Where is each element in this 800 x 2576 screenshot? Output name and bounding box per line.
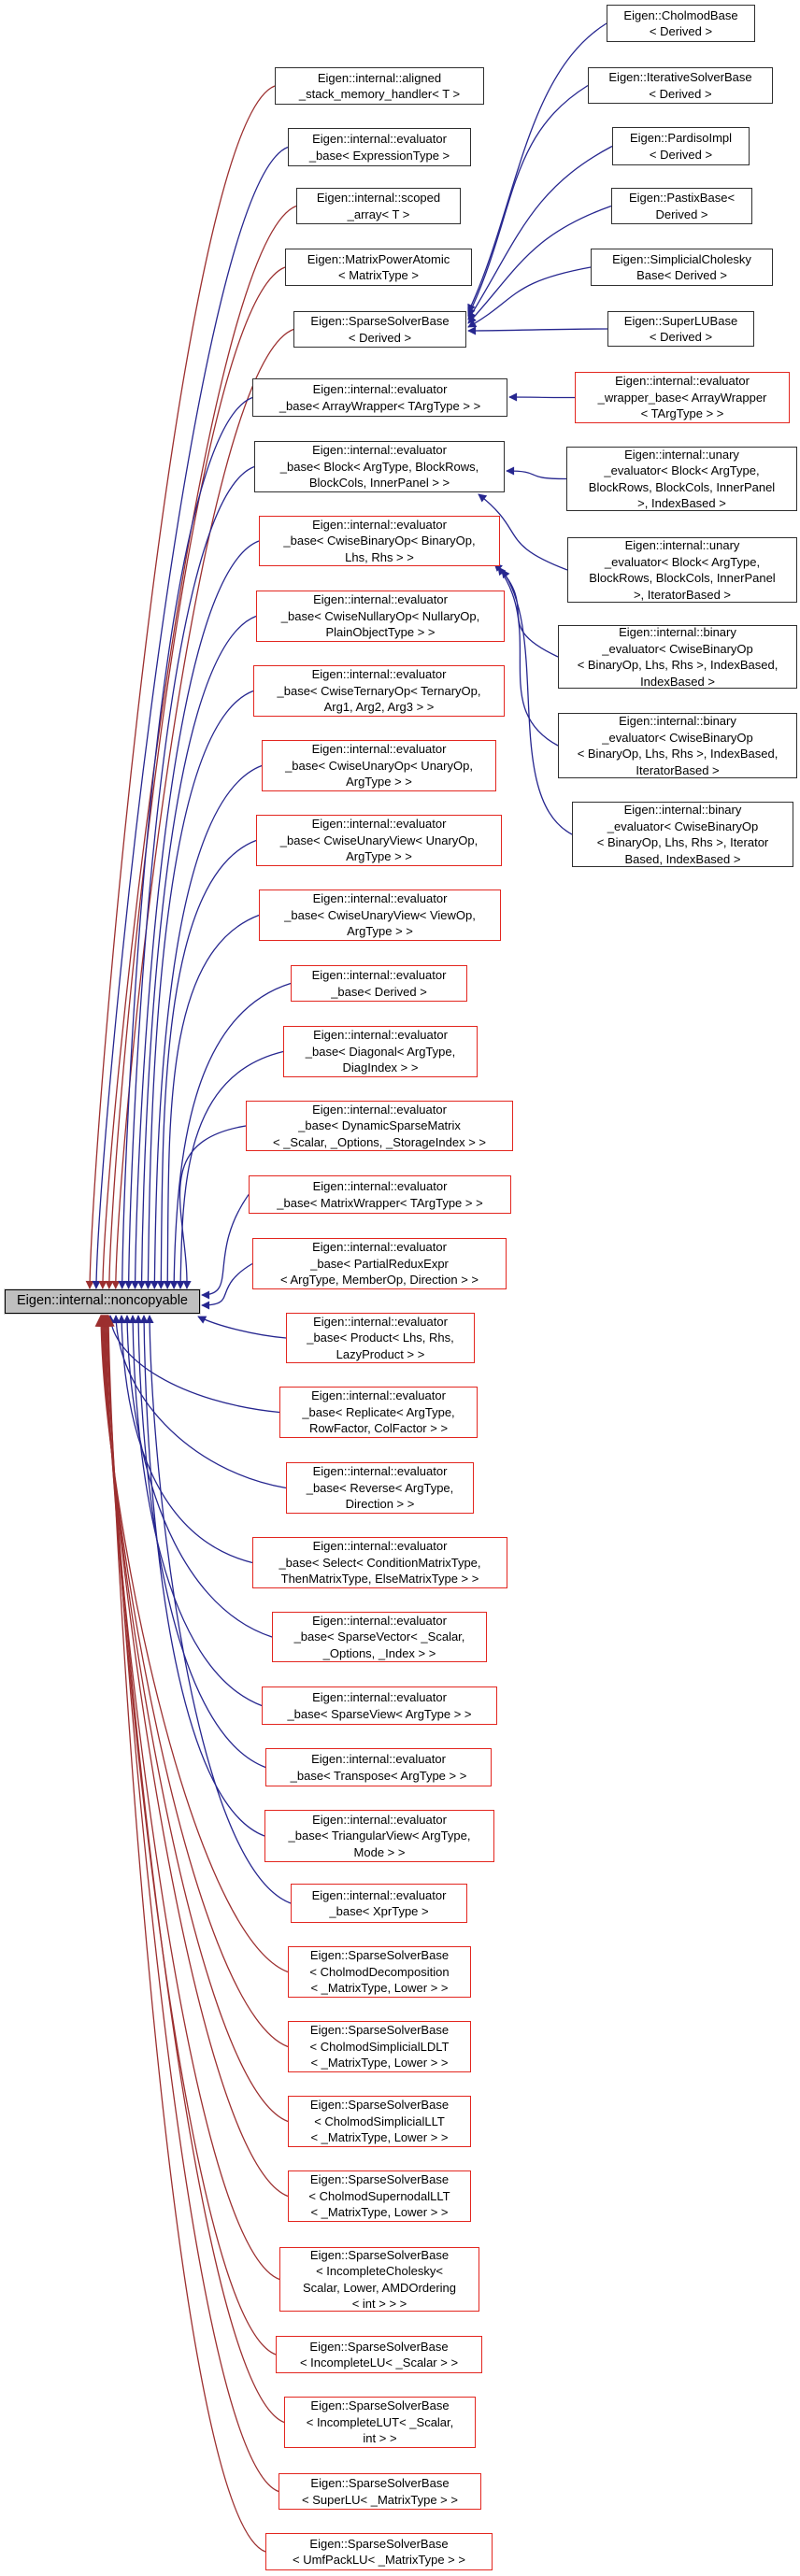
class-label-line: < IncompleteLU< _Scalar > > bbox=[299, 2355, 459, 2370]
class-label-line: Eigen::internal::evaluator bbox=[312, 1539, 448, 1554]
class-label-line: Eigen::internal::evaluator bbox=[312, 1102, 447, 1117]
class-label-line: IndexBased > bbox=[640, 674, 715, 689]
class-node-aw[interactable] bbox=[252, 378, 507, 417]
class-label-line: Eigen::internal::evaluator bbox=[313, 1028, 448, 1043]
class-label-line: < _MatrixType, Lower > > bbox=[310, 2130, 449, 2145]
class-label-line: < SuperLU< _MatrixType > > bbox=[302, 2492, 458, 2507]
class-label-line: BlockRows, BlockCols, InnerPanel bbox=[588, 479, 776, 494]
class-label-line: _evaluator< Block< ArgType, bbox=[604, 463, 760, 477]
class-node-xpr[interactable] bbox=[291, 1884, 467, 1923]
class-label-line: _base< CwiseUnaryView< ViewOp, bbox=[284, 907, 476, 922]
class-node-cholmod[interactable] bbox=[607, 5, 755, 42]
class-node-iter[interactable] bbox=[588, 67, 773, 104]
inheritance-edge bbox=[122, 398, 252, 1289]
class-node-sparsevec[interactable] bbox=[272, 1612, 487, 1662]
class-label-line: _base< Diagonal< ArgType, bbox=[305, 1044, 456, 1059]
class-label-line: < Derived > bbox=[649, 86, 712, 101]
inheritance-edge bbox=[107, 1316, 279, 2492]
class-node-ssb-ic[interactable] bbox=[279, 2247, 479, 2312]
class-label-line: < BinaryOp, Lhs, Rhs >, IndexBased, bbox=[577, 658, 779, 672]
class-label-line: < _MatrixType, Lower > > bbox=[310, 1981, 449, 1996]
class-label-line: < BinaryOp, Lhs, Rhs >, Iterator bbox=[596, 835, 769, 849]
class-node-ssb-snllt[interactable] bbox=[288, 2170, 471, 2222]
class-node-bin-iti[interactable] bbox=[572, 802, 793, 867]
class-node-cbo[interactable] bbox=[259, 516, 500, 566]
class-label-line: _evaluator< CwiseBinaryOp bbox=[602, 730, 753, 745]
class-label-line: _base< CwiseNullaryOp< NullaryOp, bbox=[280, 608, 480, 623]
inheritance-edge bbox=[202, 1195, 249, 1296]
class-label-line: Eigen::internal::evaluator bbox=[312, 1690, 447, 1704]
class-label-line: _stack_memory_handler< T > bbox=[298, 87, 461, 101]
class-label-line: Eigen::internal::binary bbox=[619, 625, 736, 639]
inheritance-edge bbox=[468, 86, 588, 317]
class-label-line: _base< CwiseBinaryOp< BinaryOp, bbox=[283, 534, 476, 548]
class-label-line: _base< PartialReduxExpr bbox=[310, 1256, 449, 1271]
inheritance-edge bbox=[121, 1316, 252, 1563]
class-node-sparseview[interactable] bbox=[262, 1686, 497, 1725]
class-label-line: Eigen::SparseSolverBase bbox=[309, 1948, 450, 1963]
class-label-line: _Options, _Index > > bbox=[322, 1645, 436, 1660]
class-label-line: _base< CwiseTernaryOp< TernaryOp, bbox=[277, 683, 481, 698]
class-label-line: Eigen::SparseSolverBase bbox=[310, 314, 450, 328]
class-node-cno[interactable] bbox=[256, 591, 505, 642]
class-label-line: Mode > > bbox=[353, 1844, 406, 1859]
class-label-line: _base< ExpressionType > bbox=[308, 148, 450, 163]
class-node-ssb-slu[interactable] bbox=[279, 2473, 481, 2510]
class-label-line: _base< Replicate< ArgType, bbox=[302, 1404, 455, 1419]
inheritance-edge bbox=[106, 1316, 276, 2355]
class-node-unary-idx[interactable] bbox=[566, 447, 797, 511]
class-label-line: < IncompleteLUT< _Scalar, bbox=[306, 2414, 454, 2429]
class-label-line: Eigen::SparseSolverBase bbox=[309, 2172, 450, 2187]
inheritance-edge bbox=[468, 267, 591, 327]
class-label-line: < Derived > bbox=[649, 24, 713, 38]
class-node-ssb-llt[interactable] bbox=[288, 2096, 471, 2147]
class-label-line: BlockCols, InnerPanel > > bbox=[308, 476, 450, 491]
class-label-line: Lhs, Rhs > > bbox=[345, 549, 414, 564]
class-label-line: _base< SparseView< ArgType > > bbox=[287, 1706, 472, 1721]
class-label-line: _base< Derived > bbox=[331, 984, 427, 999]
inheritance-edge bbox=[105, 1316, 279, 2280]
class-label-line: Eigen::internal::evaluator bbox=[312, 443, 447, 458]
inheritance-edge bbox=[502, 570, 572, 834]
class-node-cuvv[interactable] bbox=[259, 890, 501, 941]
inheritance-edge bbox=[498, 567, 558, 746]
class-label-line: < ArgType, MemberOp, Direction > > bbox=[279, 1273, 479, 1288]
class-node-ssb-umf[interactable] bbox=[265, 2533, 493, 2570]
class-label-line: Eigen::internal::evaluator bbox=[312, 382, 448, 396]
class-label-line: ThenMatrixType, ElseMatrixType > > bbox=[280, 1572, 479, 1587]
class-label-line: _base< DynamicSparseMatrix bbox=[298, 1118, 461, 1133]
class-label-line: _base< MatrixWrapper< TArgType > > bbox=[277, 1195, 483, 1210]
inheritance-edge bbox=[468, 147, 612, 320]
inheritance-edge bbox=[127, 1316, 272, 1637]
class-label-line: Eigen::internal::evaluator bbox=[311, 1752, 446, 1766]
class-label-line: _base< CwiseUnaryView< UnaryOp, bbox=[279, 833, 479, 847]
class-label-line: Eigen::internal::evaluator bbox=[313, 592, 448, 607]
class-label-line: _base< Reverse< ArgType, bbox=[306, 1480, 454, 1495]
class-label-line: _base< Product< Lhs, Rhs, bbox=[307, 1331, 454, 1345]
class-node-simplicial[interactable] bbox=[591, 249, 773, 286]
class-label-line: Eigen::SparseSolverBase bbox=[310, 2398, 450, 2413]
class-label-line: < Derived > bbox=[649, 330, 713, 344]
class-node-aligned[interactable] bbox=[275, 67, 484, 105]
class-label-line: Eigen::internal::evaluator bbox=[311, 742, 447, 757]
class-label-line: Direction > > bbox=[345, 1497, 415, 1512]
class-label-line: int > > bbox=[363, 2431, 397, 2446]
class-label-line: < CholmodDecomposition bbox=[309, 1964, 450, 1979]
class-node-bin-iit[interactable] bbox=[558, 713, 797, 778]
inheritance-edge bbox=[161, 841, 256, 1289]
class-node-ssb-chd[interactable] bbox=[288, 1946, 471, 1998]
class-label-line: RowFactor, ColFactor > > bbox=[308, 1421, 449, 1436]
class-label-line: Eigen::IterativeSolverBase bbox=[608, 70, 752, 84]
class-label-line: IteratorBased > bbox=[636, 762, 720, 777]
class-label-line: Eigen::internal::evaluator bbox=[312, 891, 448, 906]
class-label-line: Eigen::internal::evaluator bbox=[615, 374, 750, 389]
class-label-line: ArgType > > bbox=[346, 775, 412, 790]
class-label-line: _evaluator< Block< ArgType, bbox=[604, 554, 761, 569]
class-label-line: Eigen::SparseSolverBase bbox=[309, 2098, 450, 2113]
class-label-line: < _MatrixType, Lower > > bbox=[310, 2205, 449, 2220]
inheritance-edge bbox=[507, 471, 566, 479]
class-label-line: Eigen::CholmodBase bbox=[623, 7, 738, 22]
class-node-ssb-ldlt[interactable] bbox=[288, 2021, 471, 2072]
class-label-line: Eigen::internal::binary bbox=[619, 714, 736, 728]
class-node-derived[interactable] bbox=[291, 965, 467, 1002]
class-label-line: ArgType > > bbox=[346, 849, 412, 864]
class-label-line: Eigen::internal::evaluator bbox=[312, 517, 447, 532]
class-node-expr[interactable] bbox=[288, 128, 471, 166]
class-node-mw[interactable] bbox=[249, 1175, 511, 1214]
class-label-line: _base< TriangularView< ArgType, bbox=[288, 1829, 471, 1843]
inheritance-edge bbox=[509, 397, 575, 398]
class-label-line: < MatrixType > bbox=[338, 268, 419, 282]
class-node-cuo[interactable] bbox=[262, 740, 496, 791]
class-node-superlu[interactable] bbox=[607, 311, 754, 347]
class-label-line: < int > > > bbox=[351, 2297, 407, 2311]
class-label-line: _base< CwiseUnaryOp< UnaryOp, bbox=[285, 758, 473, 773]
class-node-ssb-ilut[interactable] bbox=[284, 2397, 476, 2448]
class-node-cuvu[interactable] bbox=[256, 815, 502, 866]
inheritance-edge bbox=[141, 617, 256, 1289]
class-label-line: Eigen::internal::evaluator bbox=[312, 132, 447, 146]
class-node-pastix[interactable] bbox=[611, 188, 752, 224]
class-label-line: Eigen::PardisoImpl bbox=[629, 131, 733, 145]
class-label-line: _base< XprType > bbox=[329, 1904, 429, 1918]
class-node-dsm[interactable] bbox=[246, 1101, 513, 1151]
class-label-line: Eigen::internal::evaluator bbox=[311, 667, 447, 682]
class-node-pardiso[interactable] bbox=[612, 127, 750, 165]
class-label-line: PlainObjectType > > bbox=[325, 625, 436, 640]
class-label-line: _base< Block< ArgType, BlockRows, bbox=[279, 459, 479, 474]
class-label-line: Eigen::internal::evaluator bbox=[311, 1388, 446, 1403]
class-node-ssb[interactable] bbox=[293, 311, 466, 348]
class-label-line: Eigen::internal::noncopyable bbox=[17, 1293, 188, 1309]
class-node-scoped[interactable] bbox=[296, 188, 461, 224]
class-label-line: _base< ArrayWrapper< TArgType > > bbox=[279, 398, 481, 413]
class-node-reverse[interactable] bbox=[286, 1462, 474, 1514]
class-label-line: _evaluator< CwiseBinaryOp bbox=[602, 641, 753, 656]
class-label-line: Eigen::SparseSolverBase bbox=[309, 2023, 450, 2038]
class-node-unary-iter[interactable] bbox=[567, 537, 797, 603]
class-label-line: < UmfPackLU< _MatrixType > > bbox=[293, 2553, 465, 2567]
class-node-ssb-ilu[interactable] bbox=[276, 2336, 482, 2373]
class-node-replicate[interactable] bbox=[279, 1387, 478, 1438]
class-node-mpa[interactable] bbox=[285, 249, 472, 286]
inheritance-edge bbox=[136, 541, 259, 1288]
class-label-line: Eigen::internal::scoped bbox=[316, 191, 441, 205]
class-label-line: Eigen::SparseSolverBase bbox=[309, 2339, 449, 2354]
class-label-line: _wrapper_base< ArrayWrapper bbox=[597, 390, 767, 405]
class-label-line: _base< SparseVector< _Scalar, bbox=[293, 1630, 465, 1644]
class-label-line: Eigen::internal::evaluator bbox=[312, 1179, 448, 1193]
class-label-line: < _MatrixType, Lower > > bbox=[310, 2056, 449, 2071]
class-node-block[interactable] bbox=[254, 441, 505, 492]
class-node-bin-ii[interactable] bbox=[558, 625, 797, 689]
class-label-line: Eigen::internal::evaluator bbox=[312, 1613, 447, 1628]
inheritance-edge bbox=[144, 1316, 264, 1836]
inheritance-edge bbox=[468, 329, 607, 331]
class-node-tri[interactable] bbox=[264, 1810, 494, 1862]
class-node-wrapper[interactable] bbox=[575, 372, 790, 423]
inheritance-edge bbox=[198, 1316, 286, 1338]
class-label-line: BlockRows, BlockCols, InnerPanel bbox=[589, 571, 776, 585]
class-label-line: Eigen::internal::evaluator bbox=[311, 968, 447, 982]
class-label-line: Eigen::PastixBase< bbox=[628, 191, 736, 205]
class-label-line: Eigen::MatrixPowerAtomic bbox=[307, 251, 450, 266]
inheritance-edge bbox=[108, 1316, 265, 2552]
class-label-line: Eigen::internal::evaluator bbox=[312, 1240, 447, 1255]
class-label-line: >, IndexBased > bbox=[637, 496, 726, 510]
class-node-transpose[interactable] bbox=[265, 1748, 492, 1786]
class-label-line: Eigen::SuperLUBase bbox=[623, 313, 738, 328]
class-label-line: _array< T > bbox=[347, 206, 410, 221]
class-node-product[interactable] bbox=[286, 1313, 475, 1363]
class-node-pre[interactable] bbox=[252, 1238, 507, 1289]
class-label-line: Eigen::internal::aligned bbox=[317, 70, 442, 85]
class-label-line: Eigen::internal::binary bbox=[623, 803, 742, 817]
class-label-line: < _Scalar, _Options, _StorageIndex > > bbox=[272, 1134, 486, 1149]
class-label-line: _evaluator< CwiseBinaryOp bbox=[607, 818, 759, 833]
class-label-line: < IncompleteCholesky< bbox=[316, 2264, 443, 2278]
class-label-line: _base< Transpose< ArgType > > bbox=[290, 1768, 467, 1783]
class-label-line: LazyProduct > > bbox=[336, 1346, 425, 1361]
inheritance-edge bbox=[148, 691, 253, 1289]
class-label-line: Eigen::internal::evaluator bbox=[312, 1812, 447, 1827]
class-label-line: Derived > bbox=[655, 206, 708, 221]
inheritance-edge bbox=[103, 1316, 288, 2122]
class-label-line: Eigen::SparseSolverBase bbox=[309, 2247, 450, 2262]
class-label-line: Eigen::SparseSolverBase bbox=[309, 2536, 449, 2551]
class-label-line: Eigen::internal::evaluator bbox=[313, 1314, 448, 1329]
class-label-line: < CholmodSimplicialLLT bbox=[314, 2113, 445, 2128]
class-label-line: Scalar, Lower, AMDOrdering bbox=[302, 2280, 457, 2295]
class-label-line: _base< Select< ConditionMatrixType, bbox=[279, 1555, 481, 1570]
inheritance-edge bbox=[179, 1126, 246, 1288]
class-label-line: < CholmodSimplicialLDLT bbox=[309, 2039, 450, 2054]
class-label-line: Base< Derived > bbox=[636, 268, 727, 282]
inheritance-edge bbox=[202, 1264, 252, 1306]
inheritance-edge bbox=[468, 23, 607, 312]
class-label-line: Based, IndexBased > bbox=[624, 851, 741, 866]
class-label-line: Arg1, Arg2, Arg3 > > bbox=[323, 700, 435, 715]
class-label-line: < TArgType > > bbox=[640, 406, 724, 421]
class-label-line: DiagIndex > > bbox=[342, 1060, 419, 1075]
class-label-line: Eigen::internal::unary bbox=[624, 538, 740, 552]
class-label-line: Eigen::internal::evaluator bbox=[312, 1464, 448, 1479]
class-node-select[interactable] bbox=[252, 1537, 507, 1588]
class-label-line: Eigen::internal::evaluator bbox=[311, 1887, 447, 1902]
class-label-line: >, IteratorBased > bbox=[633, 587, 732, 602]
class-label-line: < Derived > bbox=[348, 330, 412, 345]
class-label-line: < BinaryOp, Lhs, Rhs >, IndexBased, bbox=[577, 747, 779, 761]
class-node-cto[interactable] bbox=[253, 665, 505, 717]
class-label-line: Eigen::SimplicialCholesky bbox=[612, 251, 751, 266]
class-node-noncopyable bbox=[5, 1289, 200, 1314]
class-node-diagonal[interactable] bbox=[283, 1026, 478, 1077]
class-label-line: Eigen::internal::unary bbox=[624, 447, 739, 462]
class-label-line: < CholmodSupernodalLLT bbox=[308, 2188, 450, 2203]
class-label-line: Eigen::SparseSolverBase bbox=[310, 2476, 450, 2490]
class-label-line: Eigen::internal::evaluator bbox=[311, 817, 447, 832]
class-label-line: < Derived > bbox=[649, 147, 713, 162]
class-label-line: ArgType > > bbox=[347, 924, 413, 939]
